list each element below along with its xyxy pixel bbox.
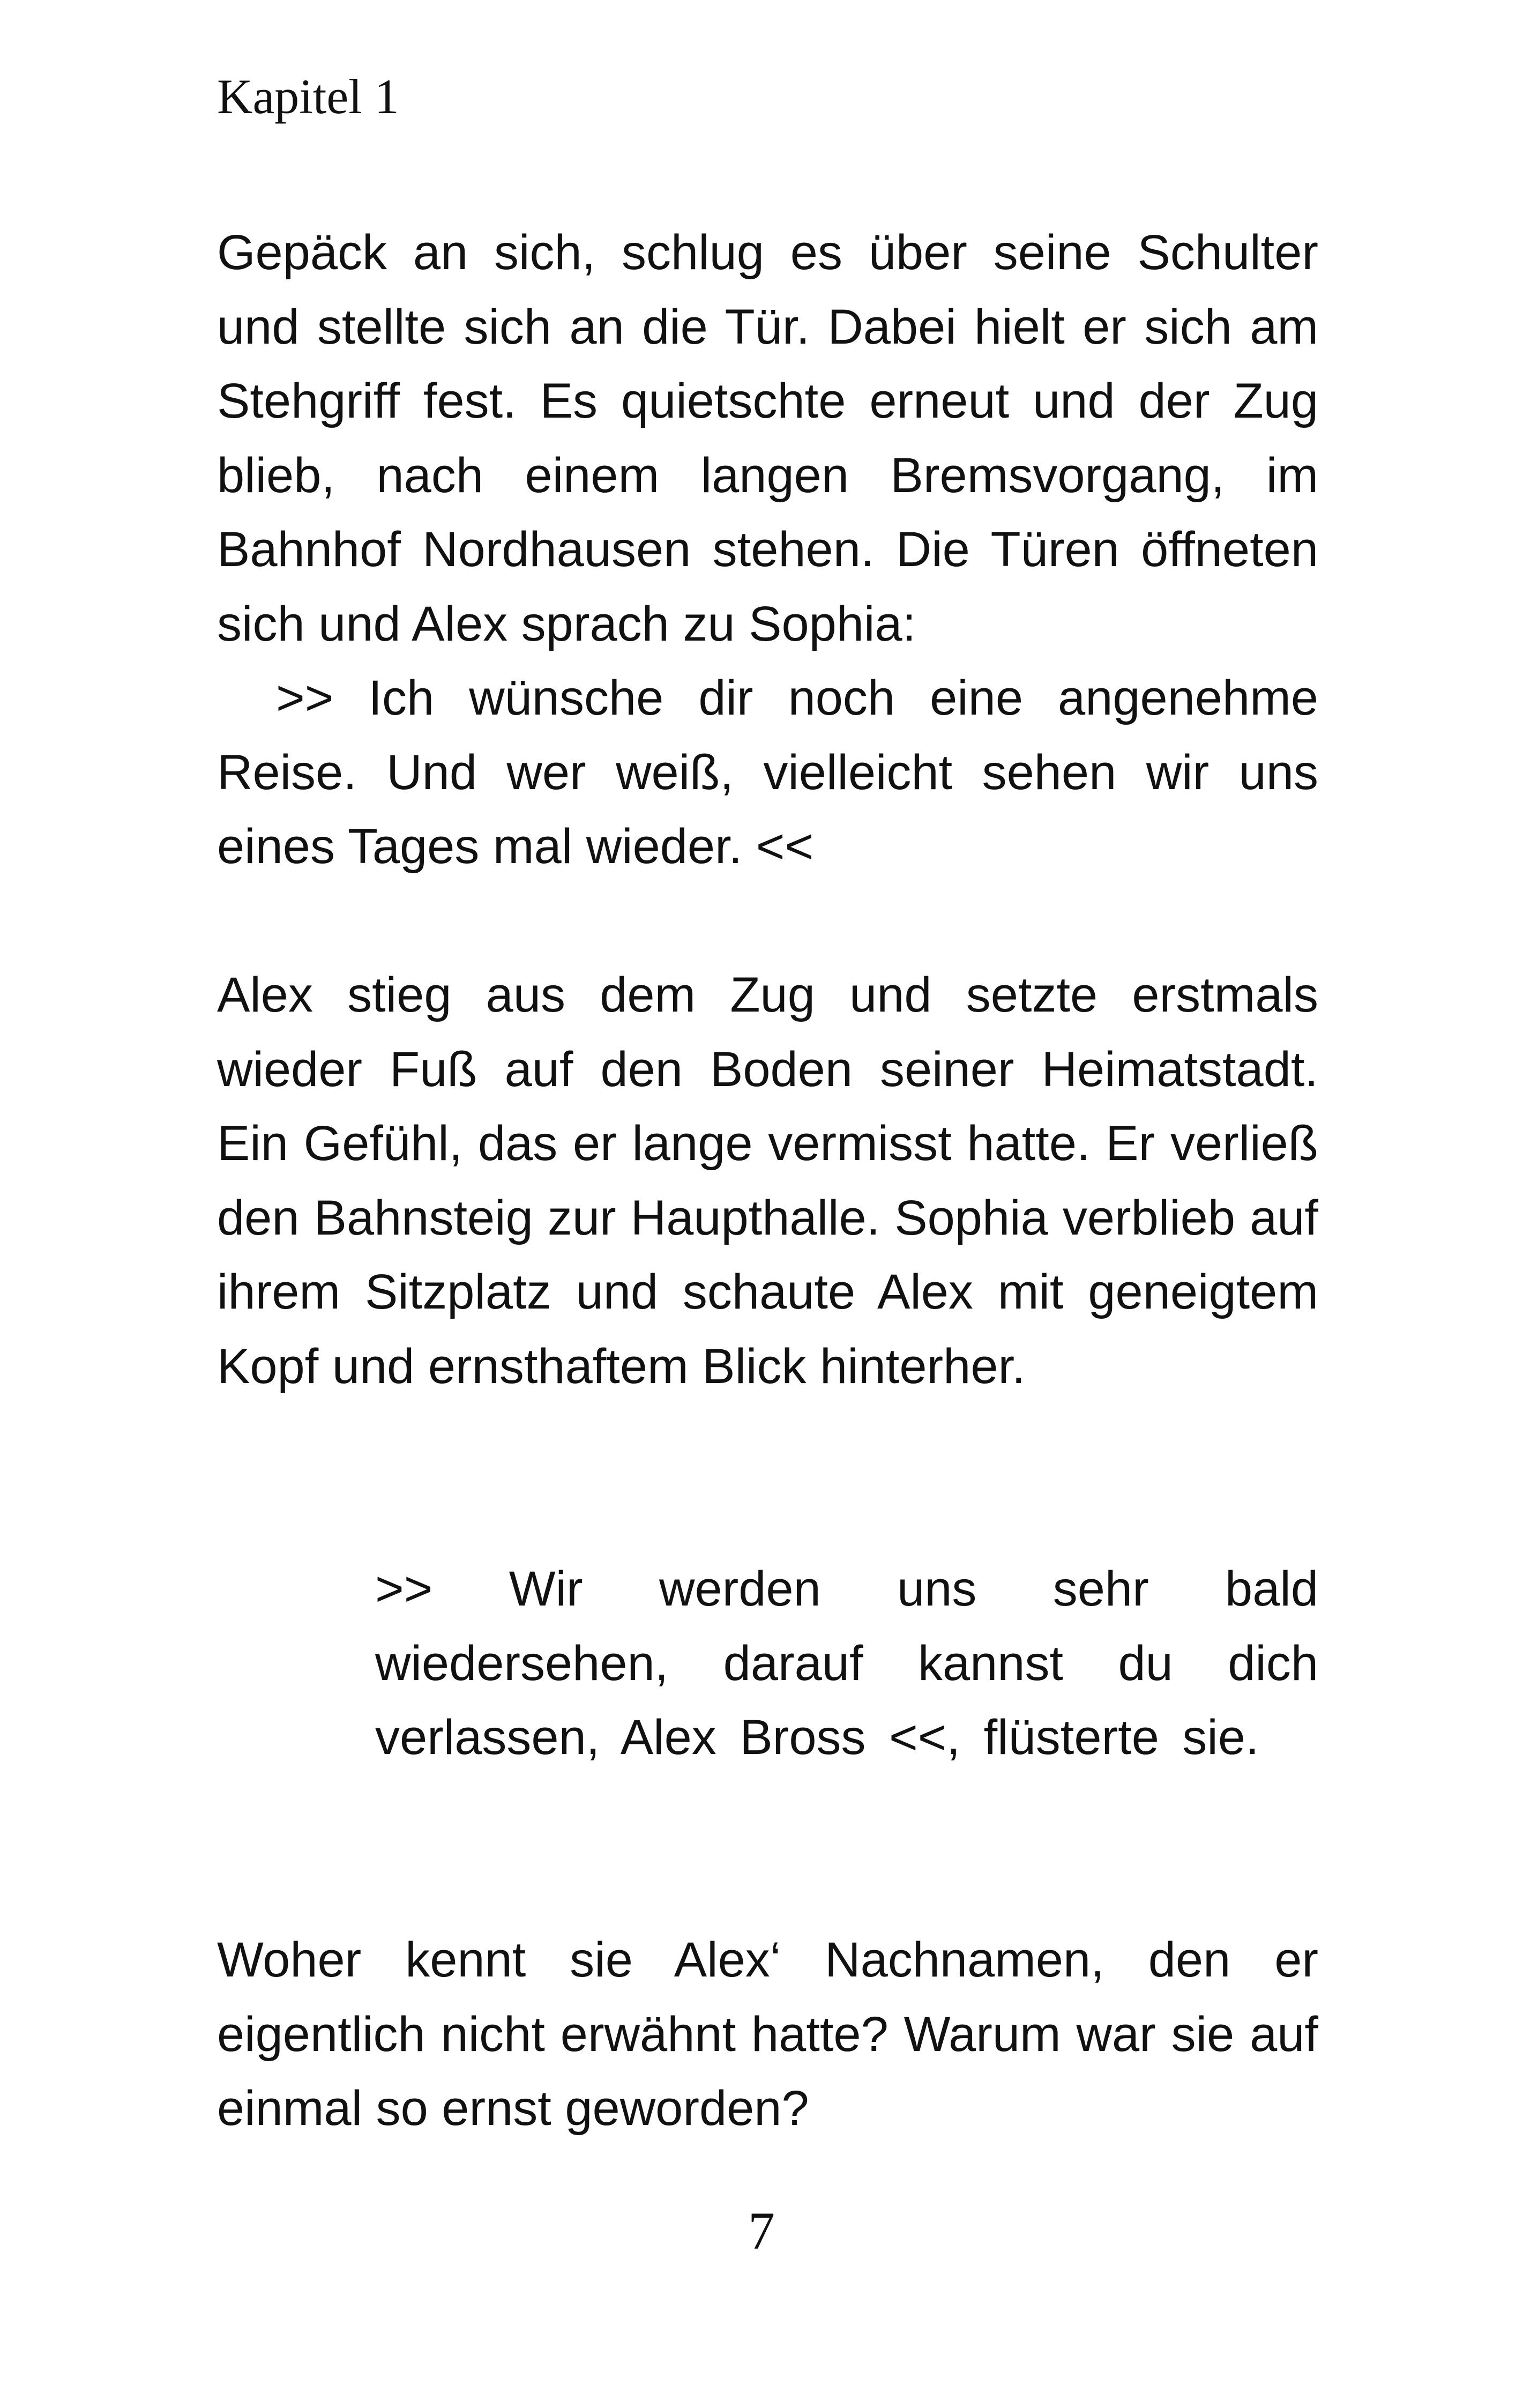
page-number: 7 — [748, 2201, 775, 2261]
paragraph-5: Woher kennt sie Alex‘ Nachnamen, den er eigentlich nicht erwähnt hatte? Warum war sie auf einmal so ernst geworden? — [217, 1933, 1318, 2136]
running-head-chapter: Kapitel 1 — [217, 69, 399, 124]
dialogue-paragraph-alex: >> Ich wünsche dir noch eine angenehme Reise. Und wer weiß, vielleicht sehen wir uns eines Tages mal wieder. << — [217, 671, 1318, 874]
paragraph-1: Gepäck an sich, schlug es über seine Schulter und stellte sich an die Tür. Dabei hielt er sich am Stehgriff fest. Es quietschte erneut und der Zug blieb, nach einem langen Bremsvorgang, im Bahnhof Nordhausen stehen. Die Türen öffneten sich und Alex sprach zu Sophia: — [217, 225, 1318, 651]
paragraph-3: Alex stieg aus dem Zug und setzte erstmals wieder Fuß auf den Boden seiner Heimatstadt. Ein Gefühl, das er lange vermisst hatte. Er verließ den Bahnsteig zur Haupthalle. Sophia verblieb auf ihrem Sitzplatz und schaute Alex mit geneigtem Kopf und ernsthaftem Blick hinterher. — [217, 968, 1318, 1394]
indented-quote-sophia: >> Wir werden uns sehr bald wiedersehen, darauf kannst du dich verlassen, Alex Bross <<, flüsterte sie. — [375, 1562, 1318, 1765]
